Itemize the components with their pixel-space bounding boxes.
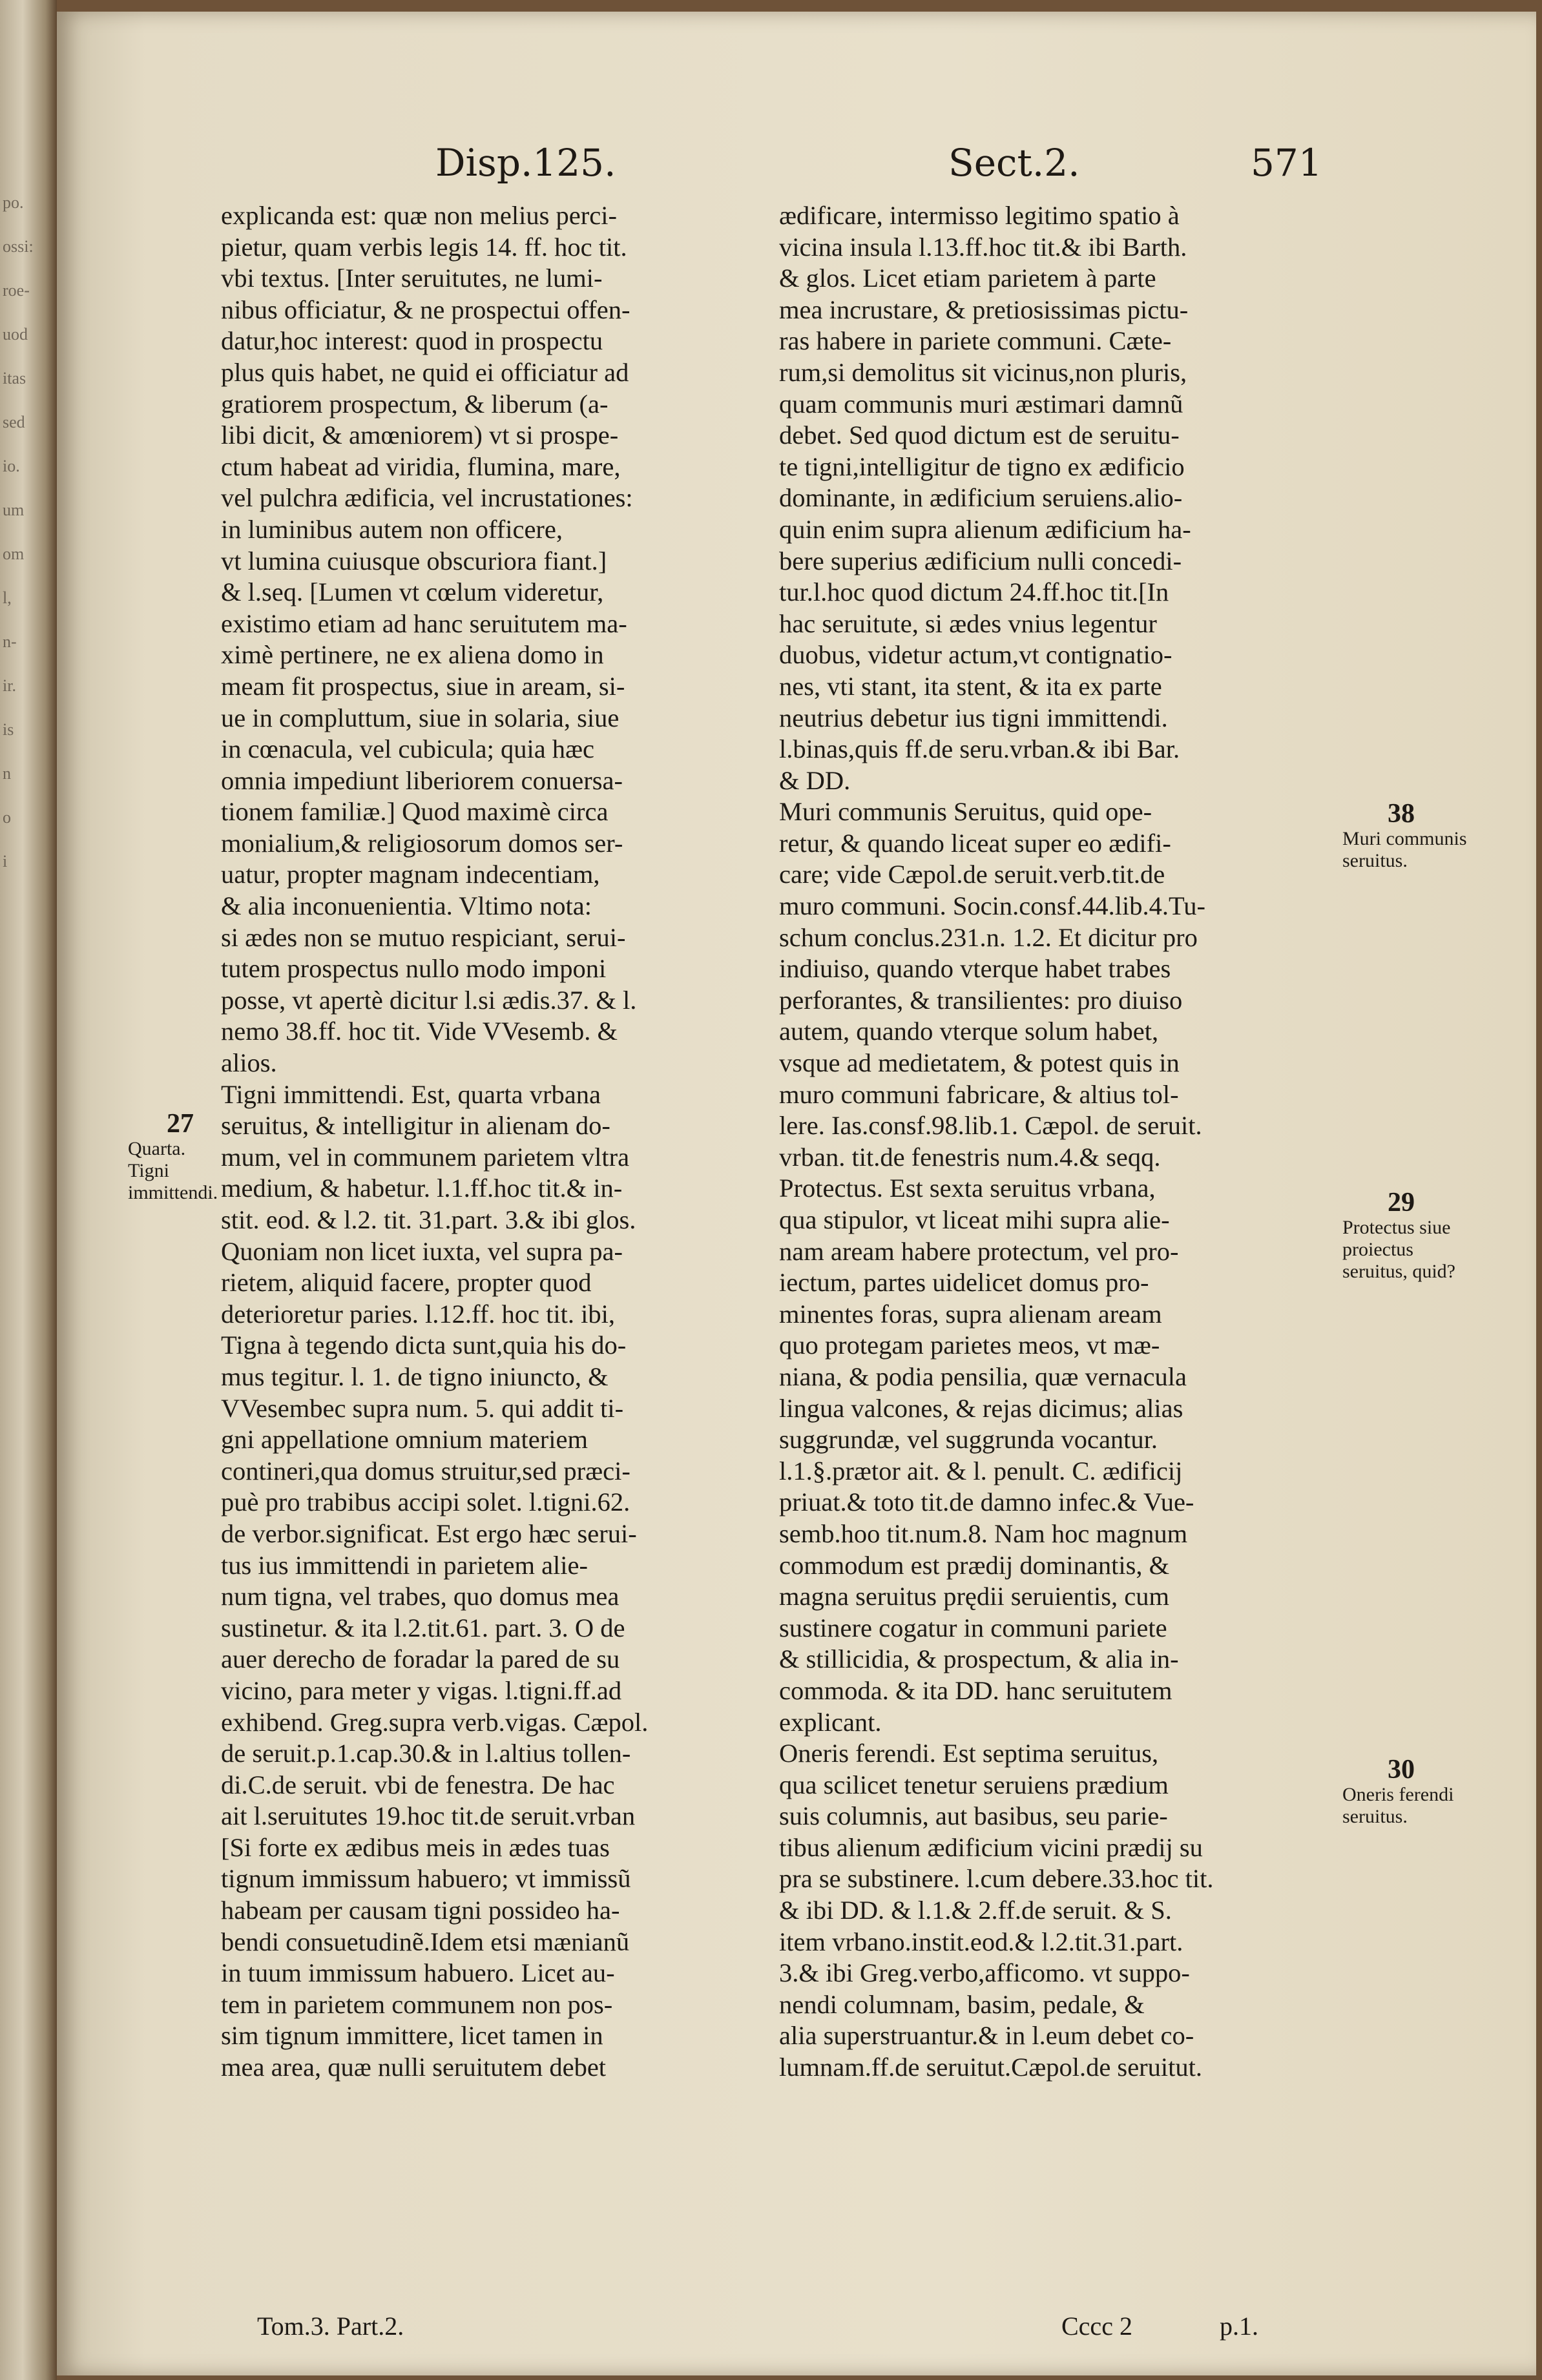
text-line: tus ius immittendi in parietem alie- <box>221 1550 589 1580</box>
text-line: deterioretur paries. l.12.ff. hoc tit. ibi, <box>221 1299 615 1329</box>
text-line: hac seruitute, si ædes vnius legentur <box>779 608 1157 638</box>
facing-page-bleed <box>3 181 48 884</box>
text-line: tur.l.hoc quod dictum 24.ff.hoc tit.[In <box>779 577 1169 607</box>
bleed-mark: ossi: <box>3 237 34 256</box>
text-line: niana, & podia pensilia, quæ vernacula <box>779 1361 1187 1391</box>
text-line: schum conclus.231.n. 1.2. Et dicitur pro <box>779 922 1198 952</box>
footer-signature: Cccc 2 <box>1061 2312 1132 2341</box>
text-line: Tigna à tegendo dicta sunt,quia his do- <box>221 1330 627 1360</box>
text-line: suggrundæ, vel suggrunda vocantur. <box>779 1425 1158 1454</box>
text-line: ras habere in pariete communi. Cæte- <box>779 326 1172 356</box>
text-line: contineri,qua domus struitur,sed præci- <box>221 1456 630 1485</box>
text-line: mum, vel in communem parietem vltra <box>221 1142 630 1172</box>
text-line: sustinetur. & ita l.2.tit.61. part. 3. O de <box>221 1613 625 1642</box>
text-line: sim tignum immittere, licet tamen in <box>221 2021 603 2051</box>
text-line: mea incrustare, & pretiosissimas pictu- <box>779 295 1189 324</box>
bleed-mark: po. <box>3 193 24 212</box>
bleed-mark: n <box>3 764 11 783</box>
bleed-mark: io. <box>3 457 20 475</box>
text-line: datur,hoc interest: quod in prospectu <box>221 326 603 356</box>
text-line: medium, & habetur. l.1.ff.hoc tit.& in- <box>221 1174 623 1203</box>
text-line: & ibi DD. & l.1.& 2.ff.de seruit. & S. <box>779 1896 1172 1925</box>
text-line: explicanda est: quæ non melius perci- <box>221 201 617 230</box>
text-line: bere superius ædificium nulli concedi- <box>779 546 1182 575</box>
text-line: exhibend. Greg.supra verb.vigas. Cæpol. <box>221 1707 649 1737</box>
text-line: ue in compluttum, siue in solaria, siue <box>221 703 620 732</box>
text-line: puè pro trabibus accipi solet. l.tigni.62. <box>221 1487 630 1517</box>
text-line: VVesembec supra num. 5. qui addit ti- <box>221 1393 624 1423</box>
text-line: posse, vt apertè dicitur l.si ædis.37. & l. <box>221 985 637 1015</box>
text-line: quam communis muri æstimari damnũ <box>779 389 1183 419</box>
text-line: existimo etiam ad hanc seruitutem ma- <box>221 608 627 638</box>
text-line: & stillicidia, & prospectum, & alia in- <box>779 1644 1179 1674</box>
text-line: duobus, videtur actum,vt contignatio- <box>779 640 1172 670</box>
bleed-mark: om <box>3 544 25 563</box>
margin-note-number: 29 <box>1388 1188 1415 1217</box>
text-line: iectum, partes uidelicet domus pro- <box>779 1268 1149 1298</box>
text-line: nibus officiatur, & ne prospectui offen- <box>221 295 630 324</box>
text-line: retur, & quando liceat super eo ædifi- <box>779 828 1171 858</box>
text-line: l.1.§.prætor ait. & l. penult. C. ædificij <box>779 1456 1183 1485</box>
book-binding <box>0 0 57 2380</box>
text-line: di.C.de seruit. vbi de fenestra. De hac <box>221 1770 615 1799</box>
text-line: mus tegitur. l. 1. de tigno iniuncto, & <box>221 1361 609 1391</box>
bleed-mark: ir. <box>3 676 16 695</box>
margin-note-29 <box>1342 1188 1472 1283</box>
text-line: monialium,& religiosorum domos ser- <box>221 828 623 858</box>
margin-note-38 <box>1342 800 1472 872</box>
left-text-column <box>221 200 788 2084</box>
text-line: uatur, propter magnam indecentiam, <box>221 860 600 889</box>
text-line: qua scilicet tenetur seruiens prædium <box>779 1770 1169 1799</box>
text-line: plus quis habet, ne quid ei officiatur ad <box>221 357 629 387</box>
text-line: in tuum immissum habuero. Licet au- <box>221 1958 615 1988</box>
margin-note-30 <box>1342 1755 1485 1828</box>
text-line: dominante, in ædificium seruiens.alio- <box>779 483 1183 513</box>
text-line: muro communi. Socin.consf.44.lib.4.Tu- <box>779 891 1206 921</box>
bleed-mark: uod <box>3 325 28 344</box>
text-line: bendi consuetudinẽ.Idem etsi mænianũ <box>221 1927 630 1956</box>
text-line: seruitus, & intelligitur in alienam do- <box>221 1111 610 1141</box>
bleed-mark: o <box>3 808 11 827</box>
bleed-mark: l, <box>3 588 12 607</box>
text-line: te tigni,intelligitur de tigno ex ædificio <box>779 451 1185 481</box>
margin-note-text: Muri communis seruitus. <box>1342 828 1467 871</box>
text-line: in luminibus autem non officere, <box>221 514 563 544</box>
text-line: alia superstruantur.& in l.eum debet co- <box>779 2021 1194 2051</box>
text-line: commodum est prædij dominantis, & <box>779 1550 1170 1580</box>
text-line: meam fit prospectus, siue in aream, si- <box>221 671 625 701</box>
text-line: Protectus. Est sexta seruitus vrbana, <box>779 1174 1156 1203</box>
page-number: 571 <box>1251 141 1322 185</box>
text-line: vt lumina cuiusque obscuriora fiant.] <box>221 546 607 575</box>
running-head-center: Sect.2. <box>948 141 1080 185</box>
text-line: Quoniam non licet iuxta, vel supra pa- <box>221 1236 623 1266</box>
text-line: debet. Sed quod dictum est de seruitu- <box>779 420 1180 450</box>
text-line: & DD. <box>779 765 851 795</box>
margin-note-text: Quarta. Tigni immittendi. <box>128 1138 218 1203</box>
text-line: autem, quando vterque solum habet, <box>779 1017 1159 1046</box>
text-line: tutem prospectus nullo modo imponi <box>221 954 607 984</box>
text-line: nendi columnam, basim, pedale, & <box>779 1989 1145 2019</box>
text-line: 3.& ibi Greg.verbo,afficomo. vt suppo- <box>779 1958 1190 1988</box>
text-line: tibus alienum ædificium vicini prædij su <box>779 1832 1203 1862</box>
bleed-mark: um <box>3 501 25 519</box>
text-line: explicant. <box>779 1707 882 1737</box>
text-line: ait l.seruitutes 19.hoc tit.de seruit.vrban <box>221 1801 636 1831</box>
margin-note-number: 30 <box>1388 1755 1415 1785</box>
text-line: & alia inconuenientia. Vltimo nota: <box>221 891 592 921</box>
text-line: sustinere cogatur in communi pariete <box>779 1613 1167 1642</box>
text-line: semb.hoo tit.num.8. Nam hoc magnum <box>779 1518 1188 1548</box>
text-line: rum,si demolitus sit vicinus,non pluris, <box>779 357 1187 387</box>
bleed-mark: n- <box>3 632 17 651</box>
text-line: [Si forte ex ædibus meis in ædes tuas <box>221 1832 610 1862</box>
text-line: habeam per causam tigni possideo ha- <box>221 1896 620 1925</box>
text-line: ædificare, intermisso legitimo spatio à <box>779 201 1180 230</box>
bleed-mark: is <box>3 720 14 739</box>
text-line: de verbor.significat. Est ergo hæc serui- <box>221 1518 637 1548</box>
text-line: stit. eod. & l.2. tit. 31.part. 3.& ibi glos. <box>221 1205 636 1234</box>
text-line: quin enim supra alienum ædificium ha- <box>779 514 1191 544</box>
text-line: & glos. Licet etiam parietem à parte <box>779 264 1156 293</box>
text-line: ximè pertinere, ne ex aliena domo in <box>221 640 604 670</box>
text-line: ctum habeat ad viridia, flumina, mare, <box>221 451 621 481</box>
text-line: libi dicit, & amœniorem) vt si prospe- <box>221 420 619 450</box>
text-line: minentes foras, supra alienam aream <box>779 1299 1162 1329</box>
text-line: vbi textus. [Inter seruitutes, ne lumi- <box>221 264 603 293</box>
page-footer <box>57 2311 1536 2350</box>
text-line: vsque ad medietatem, & potest quis in <box>779 1048 1180 1078</box>
text-line: muro communi fabricare, & altius tol- <box>779 1079 1179 1109</box>
bleed-mark: itas <box>3 369 26 388</box>
text-line: nemo 38.ff. hoc tit. Vide VVesemb. & <box>221 1017 618 1046</box>
margin-note-27 <box>128 1109 218 1204</box>
text-line: de seruit.p.1.cap.30.& in l.altius tollen- <box>221 1739 631 1768</box>
text-line: gratiorem prospectum, & liberum (a- <box>221 389 609 419</box>
margin-note-number: 27 <box>167 1109 194 1139</box>
margin-note-text: Protectus siue proiectus seruitus, quid? <box>1342 1217 1455 1282</box>
text-line: omnia impediunt liberiorem conuersa- <box>221 765 623 795</box>
margin-note-text: Oneris ferendi seruitus. <box>1342 1784 1454 1827</box>
text-line: pra se substinere. l.cum debere.33.hoc tit. <box>779 1864 1214 1894</box>
text-line: nam aream habere protectum, vel pro- <box>779 1236 1179 1266</box>
text-line: lumnam.ff.de seruitut.Cæpol.de seruitut. <box>779 2053 1203 2082</box>
text-line: vicina insula l.13.ff.hoc tit.& ibi Barth. <box>779 232 1187 262</box>
bleed-mark: roe- <box>3 281 30 300</box>
text-line: quo protegam parietes meos, vt mæ- <box>779 1330 1160 1360</box>
text-line: qua stipulor, vt liceat mihi supra alie- <box>779 1205 1170 1234</box>
text-line: Oneris ferendi. Est septima seruitus, <box>779 1739 1159 1768</box>
text-line: si ædes non se mutuo respiciant, serui- <box>221 922 626 952</box>
text-line: tignum immissum habuero; vt immissũ <box>221 1864 631 1894</box>
text-line: l.binas,quis ff.de seru.vrban.& ibi Bar. <box>779 734 1180 764</box>
document-page <box>57 12 1536 2375</box>
text-line: Muri communis Seruitus, quid ope- <box>779 797 1152 827</box>
text-line: vrban. tit.de fenestris num.4.& seqq. <box>779 1142 1161 1172</box>
right-text-column <box>779 200 1332 2084</box>
text-line: vel pulchra ædificia, vel incrustationes: <box>221 483 633 513</box>
text-line: lere. Ias.consf.98.lib.1. Cæpol. de seruit. <box>779 1111 1202 1141</box>
footer-volume: Tom.3. Part.2. <box>257 2312 404 2341</box>
text-line: lingua valcones, & rejas dicimus; alias <box>779 1393 1183 1423</box>
text-line: vicino, para meter y vigas. l.tigni.ff.ad <box>221 1675 622 1705</box>
bleed-mark: sed <box>3 413 25 431</box>
text-line: indiuiso, quando vterque habet trabes <box>779 954 1171 984</box>
text-line: alios. <box>221 1048 277 1078</box>
text-line: priuat.& toto tit.de damno infec.& Vue- <box>779 1487 1194 1517</box>
text-line: suis columnis, aut basibus, seu parie- <box>779 1801 1168 1831</box>
text-line: tionem familiæ.] Quod maximè circa <box>221 797 609 827</box>
text-line: mea area, quæ nulli seruitutem debet <box>221 2053 607 2082</box>
text-line: tem in parietem communem non pos- <box>221 1989 613 2019</box>
text-line: neutrius debetur ius tigni immittendi. <box>779 703 1168 732</box>
page-header <box>57 141 1536 199</box>
text-line: num tigna, vel trabes, quo domus mea <box>221 1582 620 1611</box>
text-line: nes, vti stant, ita stent, & ita ex parte <box>779 671 1162 701</box>
text-line: magna seruitus prędii seruientis, cum <box>779 1582 1169 1611</box>
text-line: care; vide Cæpol.de seruit.verb.tit.de <box>779 860 1165 889</box>
text-line: rietem, aliquid facere, propter quod <box>221 1268 592 1298</box>
text-line: pietur, quam verbis legis 14. ff. hoc tit. <box>221 232 627 262</box>
text-line: item vrbano.instit.eod.& l.2.tit.31.part. <box>779 1927 1183 1956</box>
running-head-left: Disp.125. <box>435 141 616 185</box>
text-line: in cœnacula, vel cubicula; quia hæc <box>221 734 595 764</box>
text-line: commoda. & ita DD. hanc seruitutem <box>779 1675 1172 1705</box>
text-line: & l.seq. [Lumen vt cœlum videretur, <box>221 577 604 607</box>
text-line: Tigni immittendi. Est, quarta vrbana <box>221 1079 601 1109</box>
margin-note-number: 38 <box>1388 799 1415 829</box>
footer-catchword: p.1. <box>1220 2312 1258 2341</box>
bleed-mark: i <box>3 852 8 871</box>
text-line: auer derecho de foradar la pared de su <box>221 1644 620 1674</box>
text-line: gni appellatione omnium materiem <box>221 1425 588 1454</box>
text-line: perforantes, & transilientes: pro diuiso <box>779 985 1183 1015</box>
